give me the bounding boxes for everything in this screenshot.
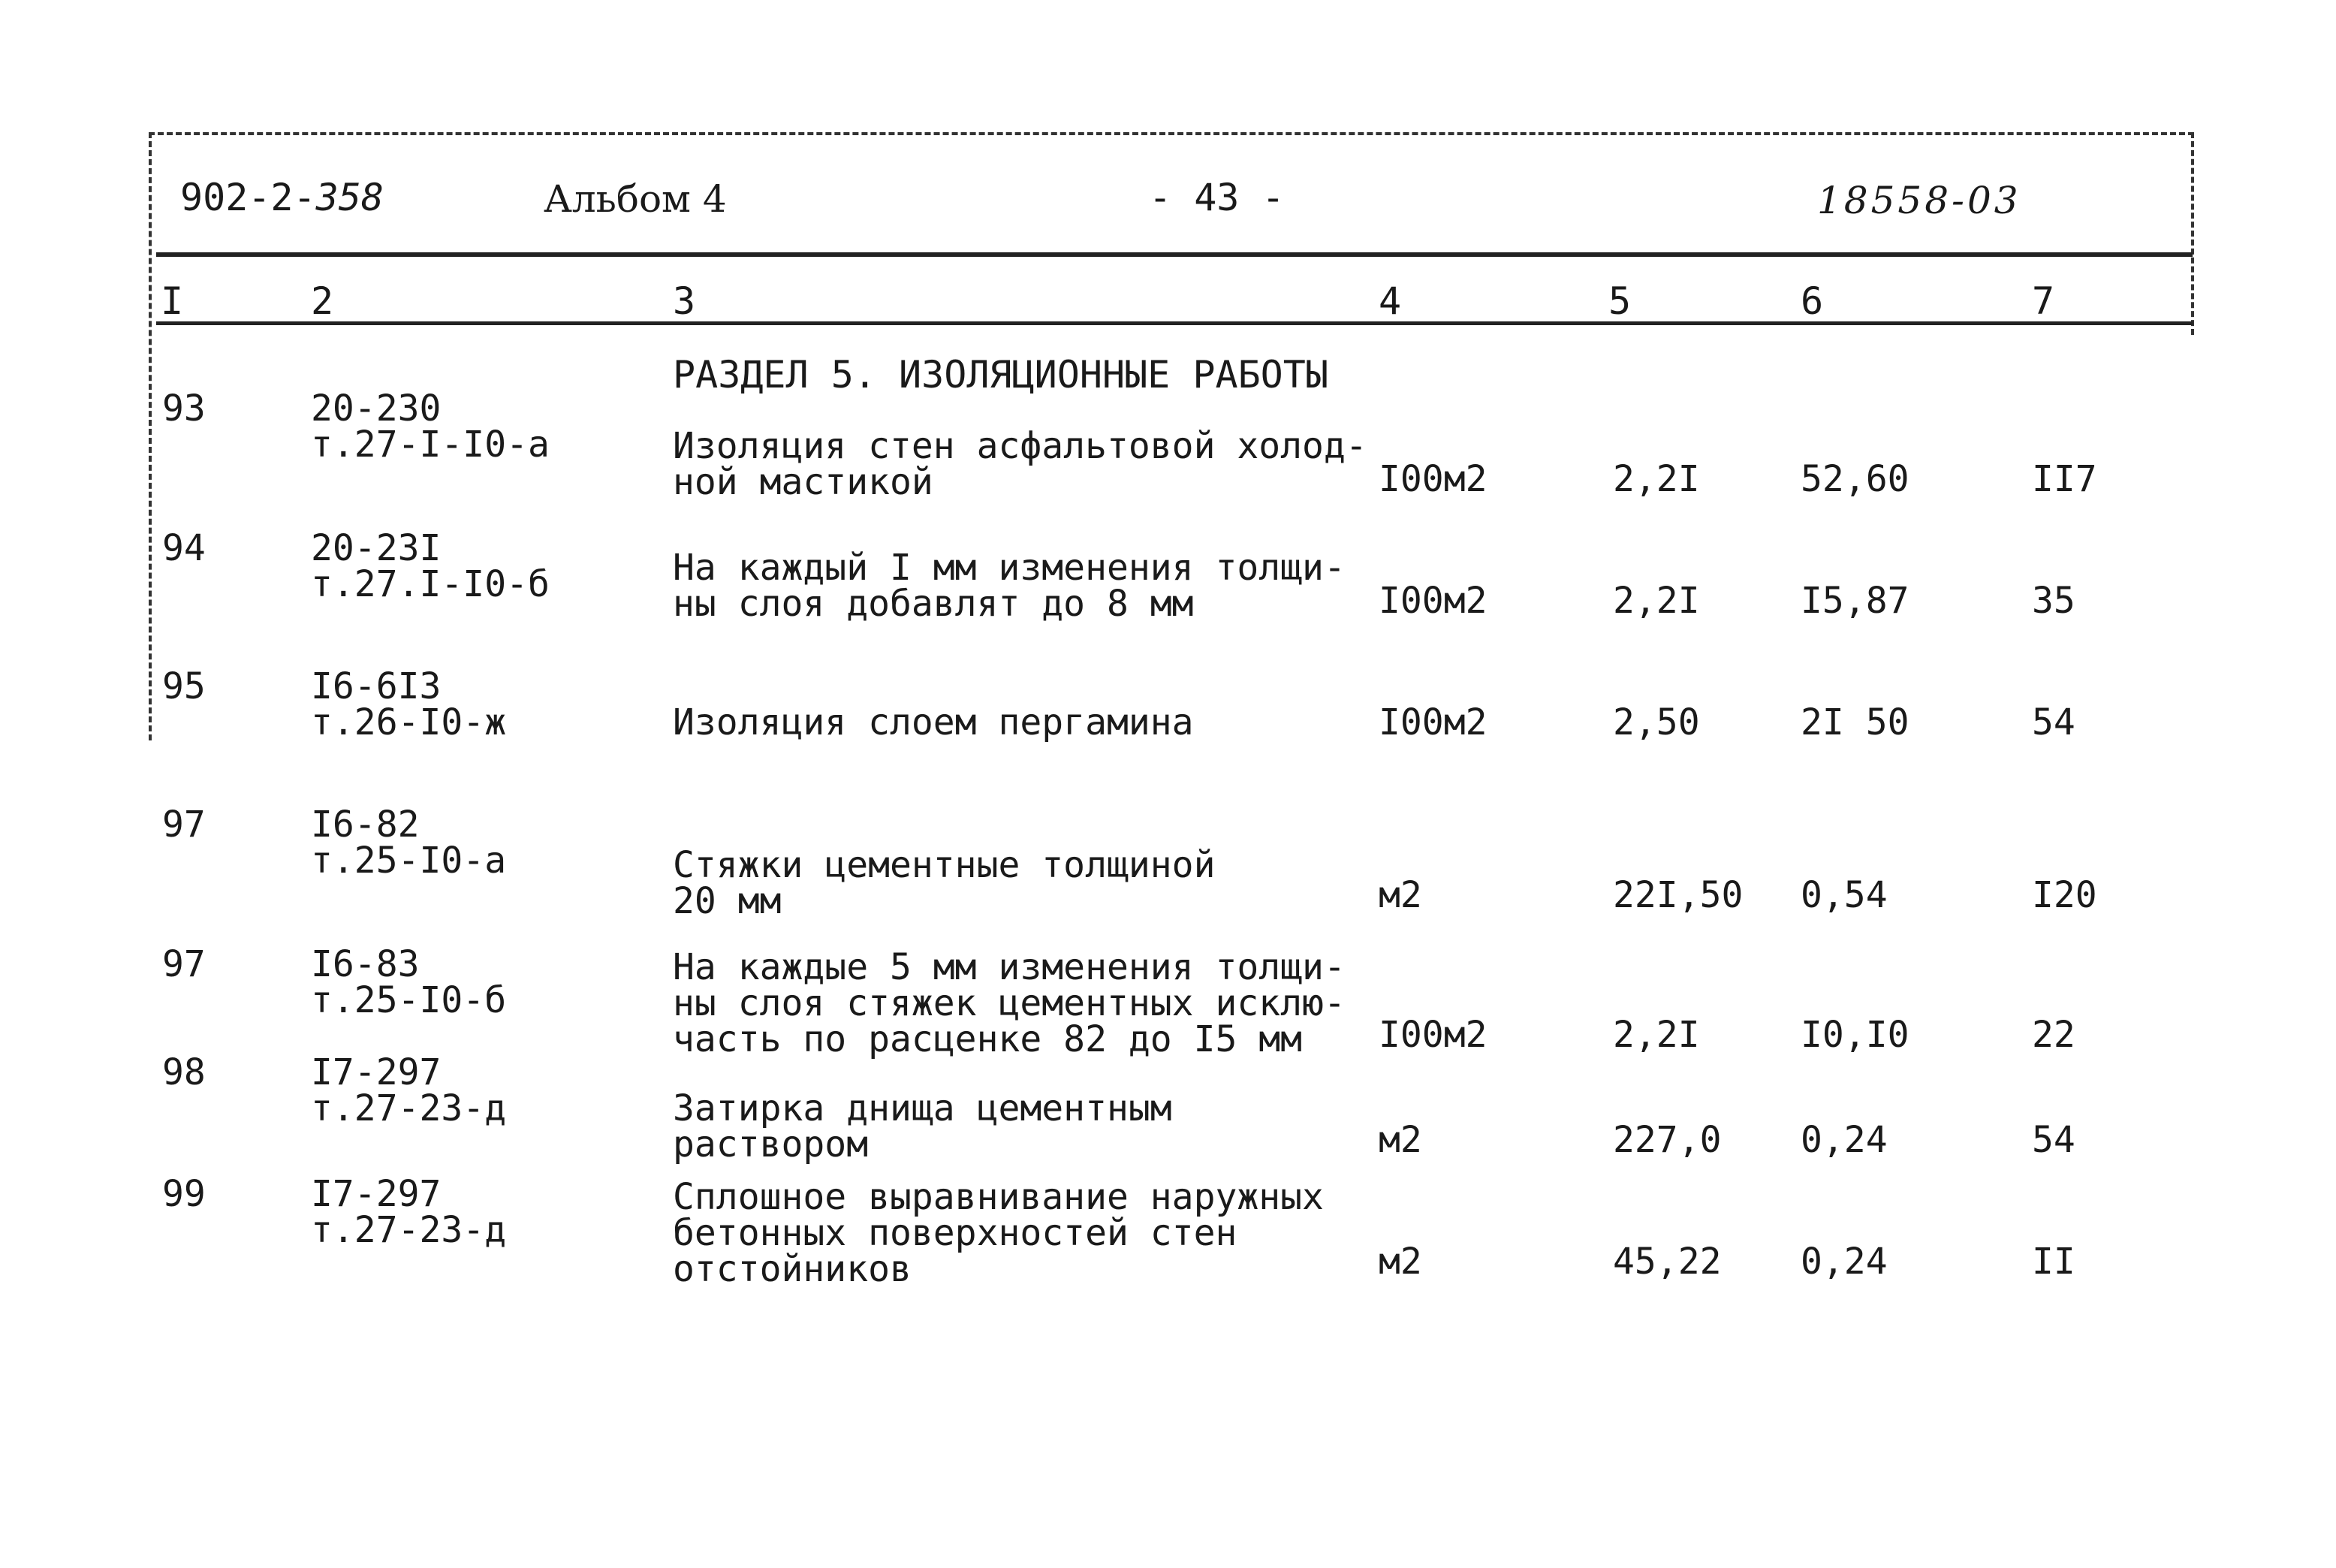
total: II7 <box>2032 458 2097 500</box>
work-description: На каждый I мм изменения толщи- ны слоя добавлят до 8 мм <box>673 547 1346 625</box>
unit-price: 0,24 <box>1801 1119 1888 1161</box>
column-header-rule <box>156 321 2193 325</box>
unit-price: 0,24 <box>1801 1241 1888 1283</box>
quantity: 2,2I <box>1613 458 1700 500</box>
frame-right-border <box>2191 132 2194 335</box>
unit-price: 52,60 <box>1801 458 1909 500</box>
unit: м2 <box>1379 1119 1422 1161</box>
frame-top-border <box>149 132 2194 135</box>
column-number-1: I <box>161 279 184 323</box>
row-number: 93 <box>162 387 206 430</box>
unit: I00м2 <box>1379 458 1488 500</box>
quantity: 2,2I <box>1613 580 1700 622</box>
unit: м2 <box>1379 1241 1422 1283</box>
column-number-6: 6 <box>1801 279 1824 323</box>
row-number: 95 <box>162 665 206 707</box>
unit: м2 <box>1379 874 1422 916</box>
row-number: 94 <box>162 527 206 569</box>
unit-price: 2I 50 <box>1801 701 1909 743</box>
unit: I00м2 <box>1379 1014 1488 1056</box>
column-number-4: 4 <box>1379 279 1402 323</box>
column-number-7: 7 <box>2032 279 2055 323</box>
unit-price: I5,87 <box>1801 580 1909 622</box>
total: 22 <box>2032 1014 2075 1056</box>
total: II <box>2032 1241 2075 1283</box>
unit: I00м2 <box>1379 580 1488 622</box>
unit-price: 0,54 <box>1801 874 1888 916</box>
quantity: 2,2I <box>1613 1014 1700 1056</box>
quantity: 22I,50 <box>1613 874 1744 916</box>
quantity: 227,0 <box>1613 1119 1722 1161</box>
unit-price: I0,I0 <box>1801 1014 1909 1056</box>
rate-code: 20-23I т.27.I-I0-б <box>311 527 550 605</box>
total: 54 <box>2032 1119 2075 1161</box>
work-description: Затирка днища цементным раствором <box>673 1087 1172 1165</box>
quantity: 2,50 <box>1613 701 1700 743</box>
frame-left-border <box>149 132 152 740</box>
rate-code: I6-6I3 т.26-I0-ж <box>311 665 507 743</box>
row-number: 97 <box>162 804 206 846</box>
header-rule <box>156 252 2193 257</box>
unit: I00м2 <box>1379 701 1488 743</box>
rate-code: I7-297 т.27-23-д <box>311 1051 507 1129</box>
row-number: 97 <box>162 943 206 985</box>
section-title: РАЗДЕЛ 5. ИЗОЛЯЦИОННЫЕ РАБОТЫ <box>673 353 1328 397</box>
album-label: Альбом 4 <box>544 177 727 221</box>
total: I20 <box>2032 874 2097 916</box>
rate-code: I6-83 т.25-I0-б <box>311 943 507 1021</box>
rate-code: I7-297 т.27-23-д <box>311 1173 507 1251</box>
total: 54 <box>2032 701 2075 743</box>
column-number-3: 3 <box>673 279 696 323</box>
work-description: Изоляция стен асфальтовой холод- ной мастикой <box>673 425 1367 503</box>
work-description: Изоляция слоем пергамина <box>673 701 1194 743</box>
total: 35 <box>2032 580 2075 622</box>
rate-code: I6-82 т.25-I0-а <box>311 804 507 882</box>
work-description: На каждые 5 мм изменения толщи- ны слоя стяжек цементных исклю- часть по расценке 82 до I5 мм <box>673 946 1346 1060</box>
work-description: Сплошное выравнивание наружных бетонных поверхностей стен отстойников <box>673 1176 1324 1290</box>
quantity: 45,22 <box>1613 1241 1722 1283</box>
column-number-2: 2 <box>311 279 334 323</box>
work-description: Стяжки цементные толщиной 20 мм <box>673 844 1216 922</box>
project-code: 902-2-358 <box>180 176 384 219</box>
row-number: 98 <box>162 1051 206 1093</box>
rate-code: 20-230 т.27-I-I0-а <box>311 387 550 466</box>
row-number: 99 <box>162 1173 206 1215</box>
document-reference: 18558-03 <box>1817 179 2021 222</box>
page-number: - 43 - <box>1149 176 1285 219</box>
column-number-5: 5 <box>1608 279 1632 323</box>
